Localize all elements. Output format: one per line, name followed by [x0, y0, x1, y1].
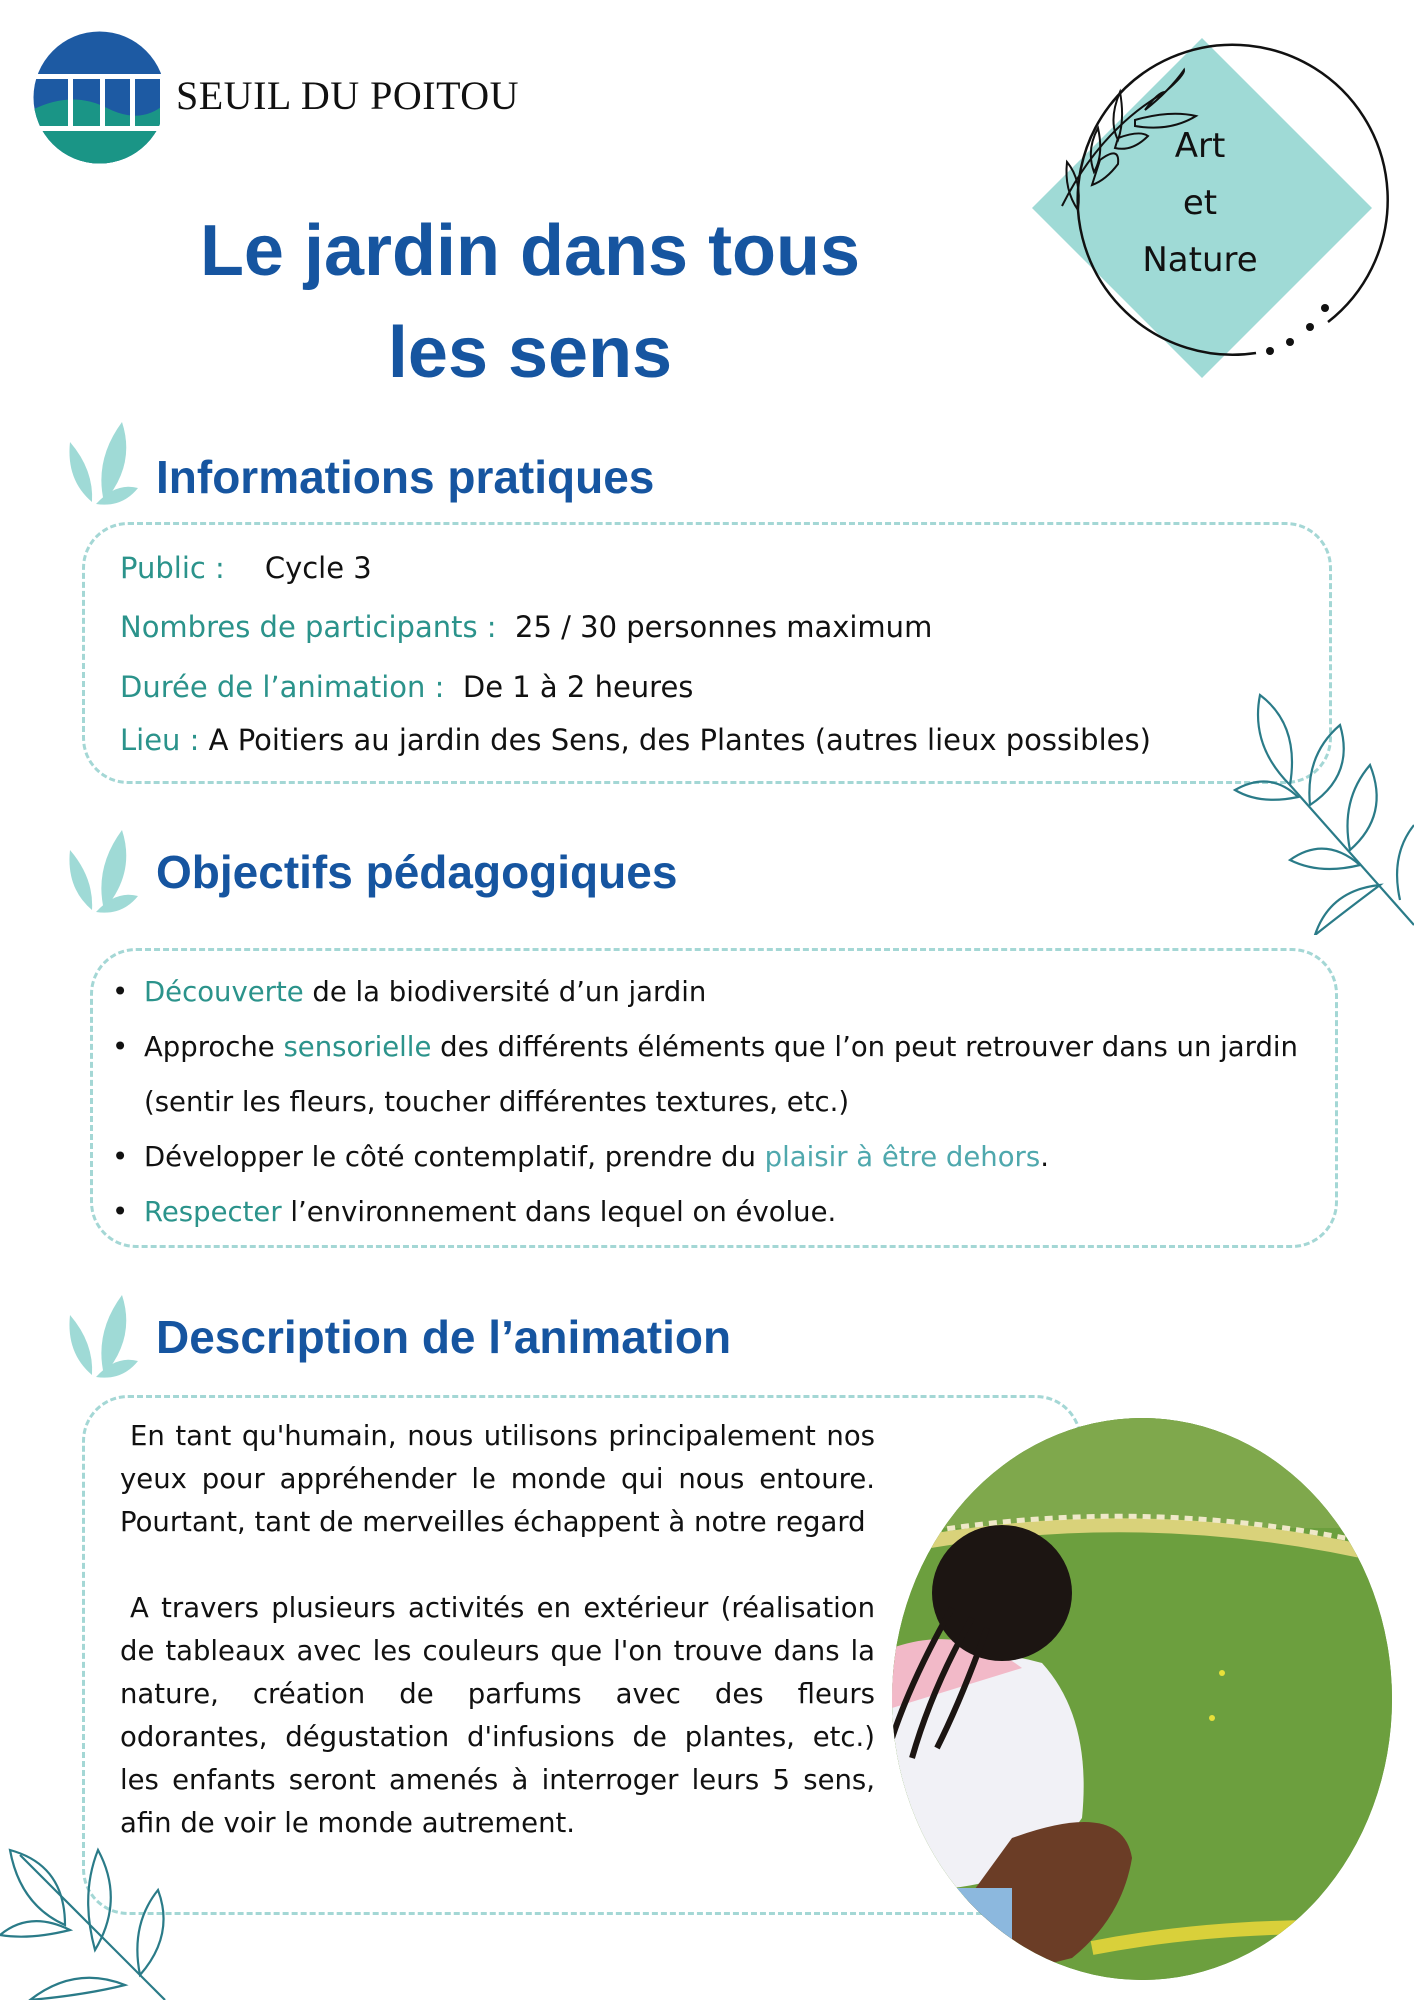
badge-line-3: Nature — [1142, 240, 1258, 280]
info-label: Public : — [120, 551, 225, 585]
info-value: A Poitiers au jardin des Sens, des Plantes (autres lieux possibles) — [208, 723, 1151, 757]
info-row-location — [120, 722, 1151, 758]
page-title — [160, 200, 900, 404]
section-title-objectives: Objectifs pédagogiques — [156, 846, 678, 898]
organization-name: SEUIL DU POITOU — [176, 73, 520, 118]
badge-line-1: Art — [1174, 126, 1226, 166]
info-value: Cycle 3 — [264, 551, 372, 585]
info-row-duration — [120, 669, 693, 705]
leaf-bullet-icon — [66, 828, 138, 916]
info-row-participants — [120, 609, 932, 645]
leaf-branch-icon — [0, 1825, 175, 2000]
objective-item: • Respecter l’environnement dans lequel on évolue. — [110, 1185, 1350, 1240]
info-value: De 1 à 2 heures — [462, 670, 694, 704]
leaf-bullet-icon — [66, 420, 138, 508]
child-in-garden-photo — [892, 1418, 1392, 1980]
section-title-info: Informations pratiques — [156, 451, 655, 503]
objective-item: • Approche sensorielle des différents éléments que l’on peut retrouver dans un jardin (sentir les fleurs, toucher différentes textures, etc.) — [110, 1020, 1350, 1130]
objective-item: • Développer le côté contemplatif, prendre du plaisir à être dehors. — [110, 1130, 1350, 1185]
badge-line-2: et — [1182, 183, 1218, 223]
info-label: Nombres de participants : — [120, 610, 497, 644]
leaf-branch-icon — [1230, 685, 1414, 935]
objective-item: • Découverte de la biodiversité d’un jardin — [110, 965, 1350, 1020]
info-label: Durée de l’animation : — [120, 670, 445, 704]
leaf-bullet-icon — [66, 1293, 138, 1381]
section-title-description: Description de l’animation — [156, 1311, 732, 1363]
description-paragraph-2: A travers plusieurs activités en extérieur (réalisation de tableaux avec les couleurs que l'on trouve dans la nature, création de parfums avec des fleurs odorantes, dégustation d'infusions de plantes, etc.) les enfants seront amenés à interroger leurs 5 sens, afin de voir le monde autrement. — [120, 1592, 875, 1839]
info-label: Lieu : — [120, 723, 200, 757]
cpie-logo — [32, 30, 167, 165]
description-paragraph-1: En tant qu'humain, nous utilisons principalement nos yeux pour appréhender le monde qui nous entoure. Pourtant, tant de merveilles échappent à notre regard — [120, 1420, 875, 1538]
info-row-public — [120, 550, 372, 586]
objectives-list — [110, 965, 1350, 1240]
info-value: 25 / 30 personnes maximum — [515, 610, 933, 644]
page-title-line2: les sens — [387, 313, 673, 393]
badge-label — [1110, 118, 1290, 289]
page-title-line1: Le jardin dans tous — [199, 211, 861, 291]
